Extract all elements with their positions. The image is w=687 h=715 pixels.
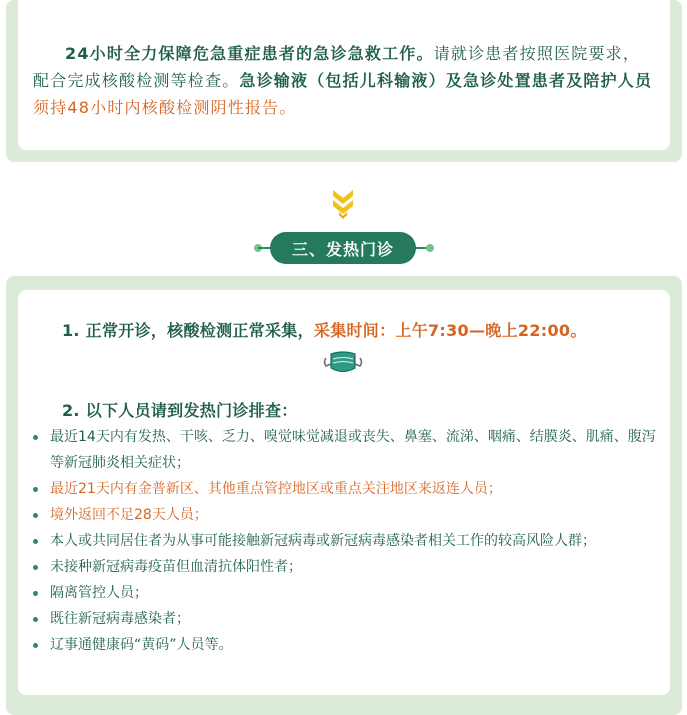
bullet-icon [33, 617, 38, 622]
list-item-text: 隔离管控人员； [50, 585, 148, 601]
notice-part3: 急诊输液（包括儿科输液）及急诊处置患者及陪护人员 [239, 71, 653, 90]
notice-part2: 请就诊患者按照医院要求，配合完成核酸检测等检查。 [33, 44, 641, 90]
list-item-text: 最近21天内有金普新区、其他重点管控地区或重点关注地区来返连人员； [50, 481, 502, 497]
bullet-icon [33, 591, 38, 596]
notice-part1: 24小时全力保障危急重症患者的急诊急救工作。 [65, 44, 434, 63]
notice-paragraph [33, 40, 653, 121]
list-item-text: 最近14天内有发热、干咳、乏力、嗅觉味觉减退或丧失、鼻塞、流涕、咽痛、结膜炎、肌痛、腹泻等新冠肺炎相关症状； [50, 429, 656, 471]
list-item-text: 既往新冠病毒感染者； [50, 611, 190, 627]
list-item [30, 424, 660, 476]
list-item [30, 476, 660, 502]
bullet-icon [33, 539, 38, 544]
list-item-text: 未接种新冠病毒疫苗但血清抗体阳性者； [50, 559, 302, 575]
list-item [30, 528, 660, 554]
screening-list [30, 424, 660, 658]
list-item-text: 辽事通健康码“黄码”人员等。 [50, 637, 233, 653]
list-item [30, 502, 660, 528]
bullet-icon [33, 487, 38, 492]
list-item-text: 本人或共同居住者为从事可能接触新冠病毒或新冠病毒感染者相关工作的较高风险人群； [50, 533, 596, 549]
list-item [30, 554, 660, 580]
face-mask-icon [322, 348, 364, 376]
item1-title [62, 318, 587, 341]
notice-part4: 须持48小时内核酸检测阴性报告。 [33, 98, 297, 117]
bullet-icon [33, 643, 38, 648]
item1-highlight: 采集时间：上午7:30—晚上22:00。 [313, 321, 587, 340]
list-item [30, 580, 660, 606]
bullet-icon [33, 565, 38, 570]
header-dot-right [426, 244, 434, 252]
list-item [30, 632, 660, 658]
item2-title: 2. 以下人员请到发热门诊排查： [62, 401, 298, 420]
double-chevron-down-icon [331, 188, 355, 220]
bullet-icon [33, 513, 38, 518]
section-title: 三、发热门诊 [270, 232, 416, 264]
list-item-text: 境外返回不足28天人员； [50, 507, 208, 523]
item1-prefix: 1. 正常开诊，核酸检测正常采集， [62, 321, 314, 340]
list-item [30, 606, 660, 632]
bullet-icon [33, 435, 38, 440]
